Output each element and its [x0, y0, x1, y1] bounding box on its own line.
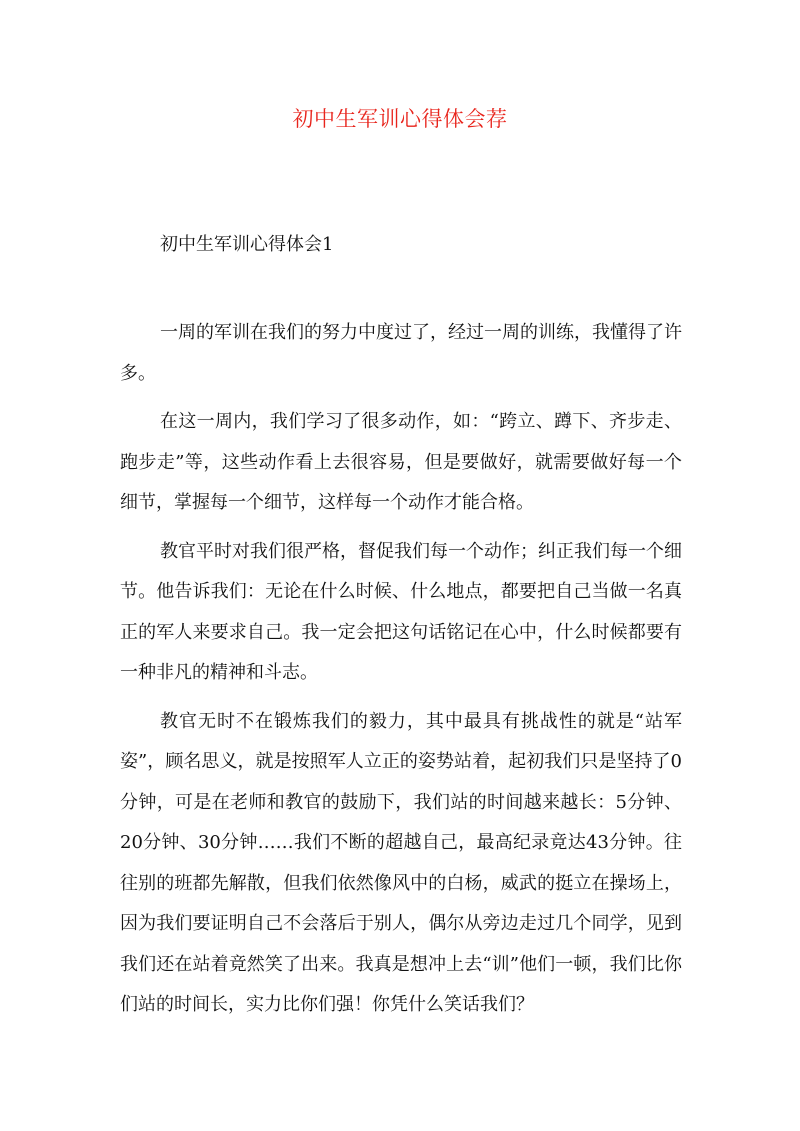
paragraph: 教官无时不在锻炼我们的毅力，其中最具有挑战性的就是“站军姿”，顾名思义，就是按照军人立正的姿势站着，起初我们只是坚持了0分钟，可是在老师和教官的鼓励下，我们站的时间越来越长：5分钟、20分钟、30分钟……我们不断的超越自己，最高纪录竟达43分钟。往往别的班都先解散，但我们依然像风中的白杨，威武的挺立在操场上，因为我们要证明自己不会落后于别人，偶尔从旁边走过几个同学，见到我们还在站着竟然笑了出来。我真是想冲上去“训”他们一顿，我们比你们站的时间长，实力比你们强！你凭什么笑话我们？ — [120, 710, 682, 1015]
document-title: 初中生军训心得体会荐 — [292, 107, 508, 131]
paragraph: 教官平时对我们很严格，督促我们每一个动作；纠正我们每一个细节。他告诉我们：无论在什么时候、什么地点，都要把自己当做一名真正的军人来要求自己。我一定会把这句话铭记在心中，什么时候都要有一种非凡的精神和斗志。 — [120, 540, 682, 683]
body-text — [120, 313, 682, 1034]
paragraph: 在这一周内，我们学习了很多动作，如：“跨立、蹲下、齐步走、跑步走”等，这些动作看上去很容易，但是要做好，就需要做好每一个细节，掌握每一个细节，这样每一个动作才能合格。 — [120, 411, 682, 513]
section-heading: 初中生军训心得体会1 — [160, 234, 334, 255]
paragraph: 一周的军训在我们的努力中度过了，经过一周的训练，我懂得了许多。 — [120, 322, 682, 384]
